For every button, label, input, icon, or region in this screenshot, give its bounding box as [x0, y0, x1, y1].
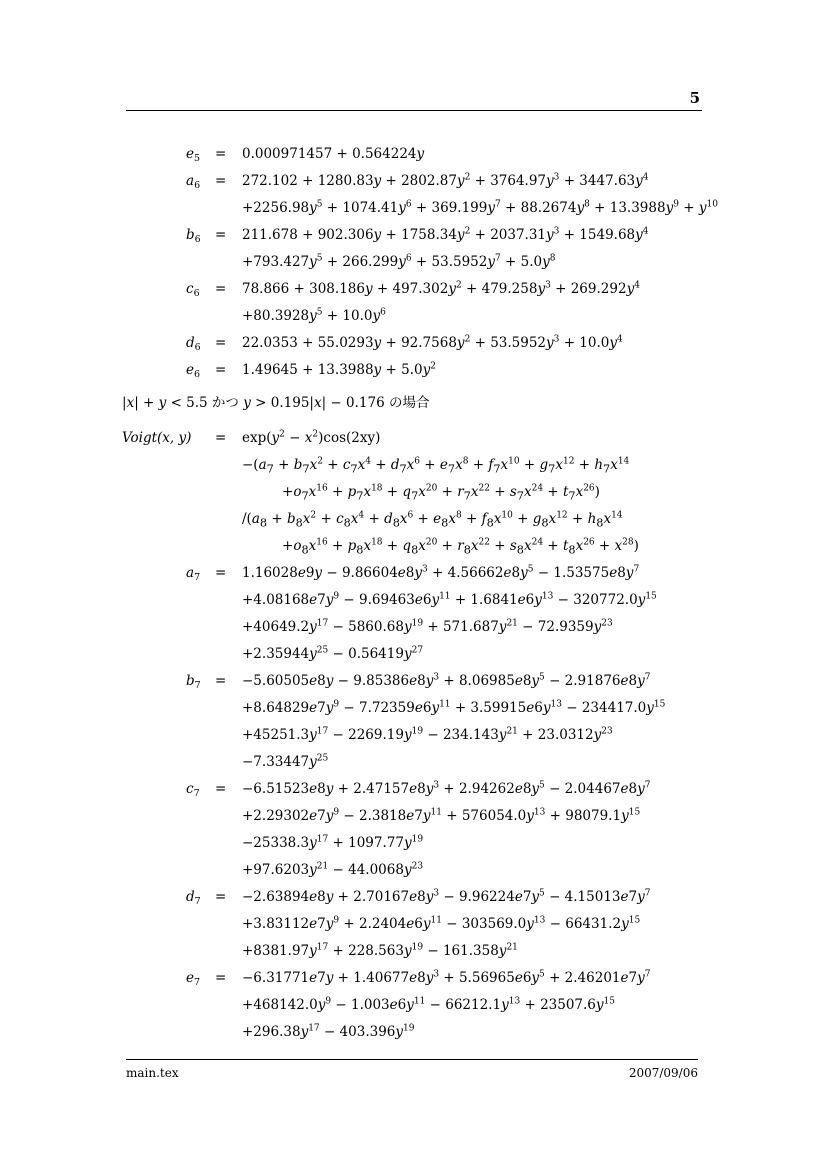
rhs-voigt-line-1: $\exp(y^2 - x^2)\cos(2xy)$ [242, 429, 381, 446]
lhs-d7: $d_7$ [186, 889, 201, 907]
lhs-a7: $a_7$ [186, 565, 201, 583]
lhs-d6: $d_6$ [186, 335, 201, 353]
rhs-d7-line-1: $-2.63894e8y + 2.70167e8y^3 - 9.96224e7y^5 - 4.15013e7y^7$ [242, 888, 651, 905]
rhs-e5-line-1: 0.000971457 + 0.564224y [242, 146, 425, 162]
lhs-c7: $c_7$ [186, 781, 200, 799]
rhs-b7-line-3: $+45251.3y^{17} - 2269.19y^{19} - 234.143y^{21} + 23.0312y^{23}$ [242, 726, 613, 743]
equals-sign: = [215, 970, 227, 986]
rhs-b6-line-2: $+793.427y^5 + 266.299y^6 + 53.5952y^7 + 5.0y^8$ [242, 253, 556, 270]
rhs-b7-line-2: $+8.64829e7y^9 - 7.72359e6y^{11} + 3.59915e6y^{13} - 234417.0y^{15}$ [242, 699, 666, 716]
rhs-d7-line-2: $+3.83112e7y^9 + 2.2404e6y^{11} - 303569.0y^{13} - 66431.2y^{15}$ [242, 915, 641, 932]
equals-sign: = [215, 889, 227, 905]
rhs-d7-line-3: $+8381.97y^{17} + 228.563y^{19} - 161.358y^{21}$ [242, 942, 518, 959]
rhs-a6-line-1: $272.102 + 1280.83y + 2802.87y^2 + 3764.97y^3 + 3447.63y^4$ [242, 172, 649, 189]
lhs-a6: $a_6$ [186, 173, 201, 191]
equals-sign: = [215, 281, 227, 297]
rhs-b7-line-1: $-5.60505e8y - 9.85386e8y^3 + 8.06985e8y^5 - 2.91876e8y^7$ [242, 672, 651, 689]
lhs-e6: $e_6$ [186, 362, 201, 380]
equals-sign: = [215, 335, 227, 351]
equals-sign: = [215, 173, 227, 189]
rhs-a7-line-1: $1.16028e9y - 9.86604e8y^3 + 4.56662e8y^5 - 1.53575e8y^7$ [242, 564, 640, 581]
rhs-d6-line-1: $22.0353 + 55.0293y + 92.7568y^2 + 53.5952y^3 + 10.0y^4$ [242, 334, 623, 351]
equals-sign: = [215, 673, 227, 689]
equals-sign: = [215, 362, 227, 378]
equals-sign: = [215, 430, 227, 446]
region-condition: |x| + y < 5.5 かつ y > 0.195|x| − 0.176 の場合 [122, 395, 430, 411]
equals-sign: = [215, 146, 227, 162]
lhs-b7: $b_7$ [186, 673, 201, 691]
footer-date: 2007/09/06 [628, 1066, 698, 1080]
lhs-e7: $e_7$ [186, 970, 201, 988]
lhs-c6: $c_6$ [186, 281, 200, 299]
rhs-c7-line-4: $+97.6203y^{21} - 44.0068y^{23}$ [242, 861, 424, 878]
equals-sign: = [215, 227, 227, 243]
rhs-a6-line-2: $+2256.98y^5 + 1074.41y^6 + 369.199y^7 + 88.2674y^8 + 13.3988y^9 + y^{10}$ [242, 199, 718, 216]
header-rule [126, 110, 702, 111]
equals-sign: = [215, 781, 227, 797]
rhs-c7-line-3: $-25338.3y^{17} + 1097.77y^{19}$ [242, 834, 424, 851]
rhs-a7-line-2: $+4.08168e7y^9 - 9.69463e6y^{11} + 1.6841e6y^{13} - 320772.0y^{15}$ [242, 591, 657, 608]
rhs-c6-line-2: $+80.3928y^5 + 10.0y^6$ [242, 307, 386, 324]
rhs-e7-line-3: $+296.38y^{17} - 403.396y^{19}$ [242, 1023, 415, 1040]
rhs-c7-line-2: $+2.29302e7y^9 - 2.3818e7y^{11} + 576054.0y^{13} + 98079.1y^{15}$ [242, 807, 641, 824]
rhs-voigt-line-2: $-(a_7 + b_7x^2 + c_7x^4 + d_7x^6 + e_7x^8 + f_7x^{10} + g_7x^{12} + h_7x^{14}$ [242, 456, 630, 476]
rhs-b7-line-4: $-7.33447y^{25}$ [242, 753, 329, 770]
rhs-c7-line-1: $-6.51523e8y + 2.47157e8y^3 + 2.94262e8y^5 - 2.04467e8y^7$ [242, 780, 651, 797]
page-number: 5 [689, 89, 700, 107]
footer-filename: main.tex [126, 1066, 179, 1080]
rhs-a7-line-3: $+40649.2y^{17} - 5860.68y^{19} + 571.687y^{21} - 72.9359y^{23}$ [242, 618, 613, 635]
lhs-voigt: Voigt(x, y) [122, 430, 192, 446]
rhs-e6-line-1: $1.49645 + 13.3988y + 5.0y^2$ [242, 361, 436, 378]
lhs-e5: $e_5$ [186, 146, 201, 164]
rhs-a7-line-4: $+2.35944y^{25} - 0.56419y^{27}$ [242, 645, 424, 662]
rhs-e7-line-1: $-6.31771e7y + 1.40677e8y^3 + 5.56965e6y^5 + 2.46201e7y^7$ [242, 969, 651, 986]
rhs-voigt-line-5: $+o_8x^{16} + p_8x^{18} + q_8x^{20} + r_8x^{22} + s_8x^{24} + t_8x^{26} + x^{28}$) [282, 537, 639, 557]
rhs-voigt-line-3: $+o_7x^{16} + p_7x^{18} + q_7x^{20} + r_7x^{22} + s_7x^{24} + t_7x^{26}$) [282, 483, 600, 503]
rhs-voigt-line-4: $/(a_8 + b_8x^2 + c_8x^4 + d_8x^6 + e_8x^8 + f_8x^{10} + g_8x^{12} + h_8x^{14}$ [242, 510, 623, 530]
rhs-c6-line-1: $78.866 + 308.186y + 497.302y^2 + 479.258y^3 + 269.292y^4$ [242, 280, 640, 297]
footer-rule [126, 1059, 698, 1060]
rhs-e7-line-2: $+468142.0y^9 - 1.003e6y^{11} - 66212.1y^{13} + 23507.6y^{15}$ [242, 996, 615, 1013]
rhs-b6-line-1: $211.678 + 902.306y + 1758.34y^2 + 2037.31y^3 + 1549.68y^4$ [242, 226, 649, 243]
equals-sign: = [215, 565, 227, 581]
lhs-b6: $b_6$ [186, 227, 201, 245]
